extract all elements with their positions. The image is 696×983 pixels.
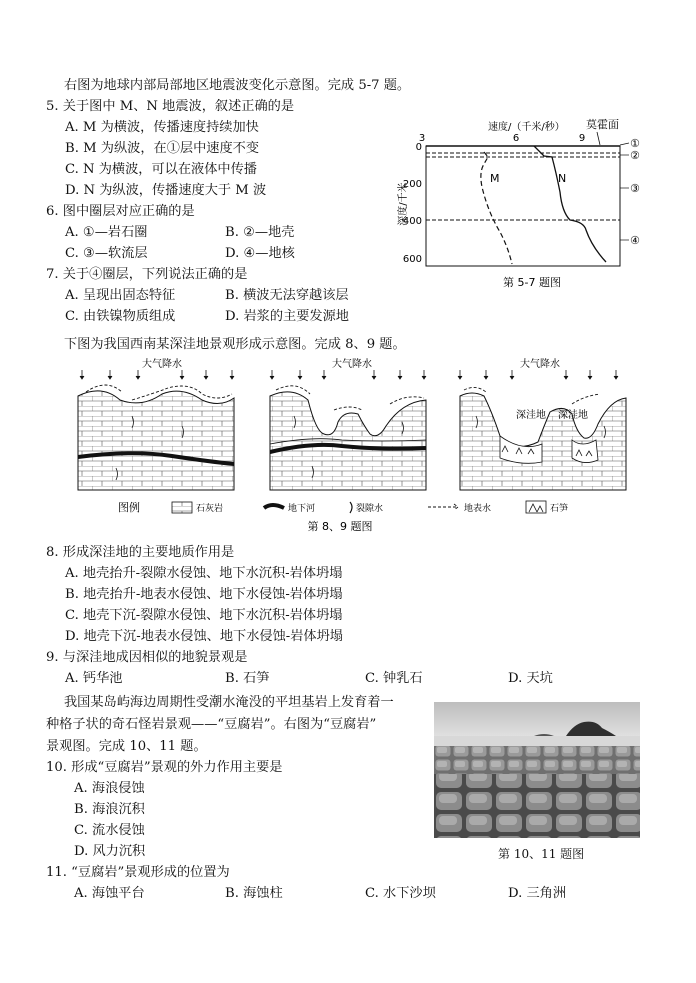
q7-option-d: D. 岩浆的主要发源地 <box>225 309 349 324</box>
karst-stage-2 <box>270 386 426 490</box>
q6-stem: 6. 图中圈层对应正确的是 <box>46 204 195 219</box>
q9-option-d: D. 天坑 <box>508 671 553 686</box>
seismic-figure-caption: 第 5-7 题图 <box>503 276 561 289</box>
karst-figure-caption: 第 8、9 题图 <box>307 520 373 533</box>
q9-option-c: C. 钟乳石 <box>365 671 423 686</box>
intro-8-9: 下图为我国西南某深洼地景观形成示意图。完成 8、9 题。 <box>64 337 406 352</box>
legend-underground-river: 地下河 <box>288 504 316 514</box>
legend-title: 图例 <box>118 501 140 514</box>
limestone-legend-icon <box>172 502 192 513</box>
q10-option-b: B. 海浪沉积 <box>74 802 145 817</box>
rain-arrows-1 <box>80 370 234 379</box>
legend-fissure-water: 裂隙水 <box>356 504 384 514</box>
q11-option-d: D. 三角洲 <box>508 886 567 901</box>
layer-4-marker: ④ <box>630 234 640 247</box>
fissure-water-legend-icon <box>350 502 352 513</box>
wave-n-label: N <box>558 172 567 185</box>
karst-stage-1 <box>78 385 234 490</box>
q5-option-b: B. M 为纵波，在①层中速度不变 <box>65 141 260 156</box>
rain-arrows-3 <box>458 370 618 379</box>
q5-option-a: A. M 为横波，传播速度持续加快 <box>65 120 259 135</box>
speed-tick-3: 3 <box>418 133 426 144</box>
q7-stem: 7. 关于④圈层，下列说法正确的是 <box>46 267 248 282</box>
wave-m-curve <box>481 152 512 264</box>
wave-n-curve <box>534 146 606 262</box>
seismic-wave-figure <box>396 112 662 292</box>
layer-2-marker: ② <box>630 149 640 162</box>
q8-option-c: C. 地壳下沉-裂隙水侵蚀、地下水沉积-岩体坍塌 <box>65 608 343 623</box>
tofu-photo-caption: 第 10、11 题图 <box>498 847 585 861</box>
layer-3-marker: ③ <box>630 182 640 195</box>
q9-stem: 9. 与深洼地成因相似的地貌景观是 <box>46 650 248 665</box>
karst-depression-figure <box>72 356 644 536</box>
rain-label-1: 大气降水 <box>142 359 182 370</box>
depth-tick-200: 200 <box>402 179 422 190</box>
q8-option-a: A. 地壳抬升-裂隙水侵蚀、地下水沉积-岩体坍塌 <box>65 566 343 581</box>
depression-label-1: 深洼地 <box>516 410 546 421</box>
karst-stage-3 <box>460 387 626 490</box>
speed-tick-9: 9 <box>578 133 586 144</box>
depth-axis-label: 深度/千米 <box>398 182 409 226</box>
intro-10-11-line2: 种格子状的奇石怪岩景观——“豆腐岩”。右图为“豆腐岩” <box>46 717 377 732</box>
q7-option-b: B. 横波无法穿越该层 <box>225 288 349 303</box>
moho-label: 莫霍面 <box>586 118 619 131</box>
q6-option-d: D. ④—地核 <box>225 246 295 261</box>
q8-stem: 8. 形成深洼地的主要地质作用是 <box>46 545 235 560</box>
legend-stalagmite: 石笋 <box>550 504 569 514</box>
depth-tick-0: 0 <box>415 142 422 153</box>
q6-option-a: A. ①—岩石圈 <box>65 225 148 240</box>
q9-option-a: A. 钙华池 <box>65 671 123 686</box>
rain-label-2: 大气降水 <box>332 359 372 370</box>
intro-10-11-line1: 我国某岛屿海边周期性受潮水淹没的平坦基岩上发育着一 <box>64 695 394 710</box>
q7-option-a: A. 呈现出固态特征 <box>65 288 176 303</box>
q10-stem: 10. 形成“豆腐岩”景观的外力作用主要是 <box>46 760 283 775</box>
q7-option-c: C. 由铁镍物质组成 <box>65 309 176 324</box>
layer-1-marker: ① <box>630 137 640 150</box>
q11-option-b: B. 海蚀柱 <box>225 886 283 901</box>
tofu-rock-photo <box>434 702 640 838</box>
wave-m-label: M <box>490 172 500 185</box>
q6-option-b: B. ②—地壳 <box>225 225 295 240</box>
intro-10-11-line3: 景观图。完成 10、11 题。 <box>46 739 207 754</box>
q9-option-b: B. 石笋 <box>225 671 270 686</box>
q6-option-c: C. ③—软流层 <box>65 246 148 261</box>
legend-limestone: 石灰岩 <box>196 504 224 514</box>
rain-arrows-2 <box>270 370 426 379</box>
depth-tick-400: 400 <box>402 216 422 227</box>
q10-option-d: D. 风力沉积 <box>74 844 146 859</box>
rain-label-3: 大气降水 <box>520 359 560 370</box>
depression-label-2: 深洼地 <box>558 410 588 421</box>
surface-water-legend-icon <box>428 504 458 510</box>
q8-option-d: D. 地壳下沉-地表水侵蚀、地下水侵蚀-岩体坍塌 <box>65 629 343 644</box>
q11-stem: 11. “豆腐岩”景观形成的位置为 <box>46 865 230 880</box>
q11-option-c: C. 水下沙坝 <box>365 886 436 901</box>
legend-surface-water: 地表水 <box>464 504 492 514</box>
q5-stem: 5. 关于图中 M、N 地震波，叙述正确的是 <box>46 99 295 114</box>
intro-5-7: 右图为地球内部局部地区地震波变化示意图。完成 5-7 题。 <box>64 78 411 93</box>
depth-tick-600: 600 <box>402 254 422 265</box>
speed-tick-6: 6 <box>512 133 520 144</box>
q8-option-b: B. 地壳抬升-地表水侵蚀、地下水侵蚀-岩体坍塌 <box>65 587 343 602</box>
q5-option-d: D. N 为纵波，传播速度大于 M 波 <box>65 183 267 198</box>
speed-axis-label: 速度/（千米/秒） <box>488 122 565 133</box>
q10-option-c: C. 流水侵蚀 <box>74 823 145 838</box>
underground-river-legend-icon <box>264 505 284 508</box>
q5-option-c: C. N 为横波，可以在液体中传播 <box>65 162 257 177</box>
q11-option-a: A. 海蚀平台 <box>74 886 145 901</box>
q10-option-a: A. 海浪侵蚀 <box>74 781 145 796</box>
